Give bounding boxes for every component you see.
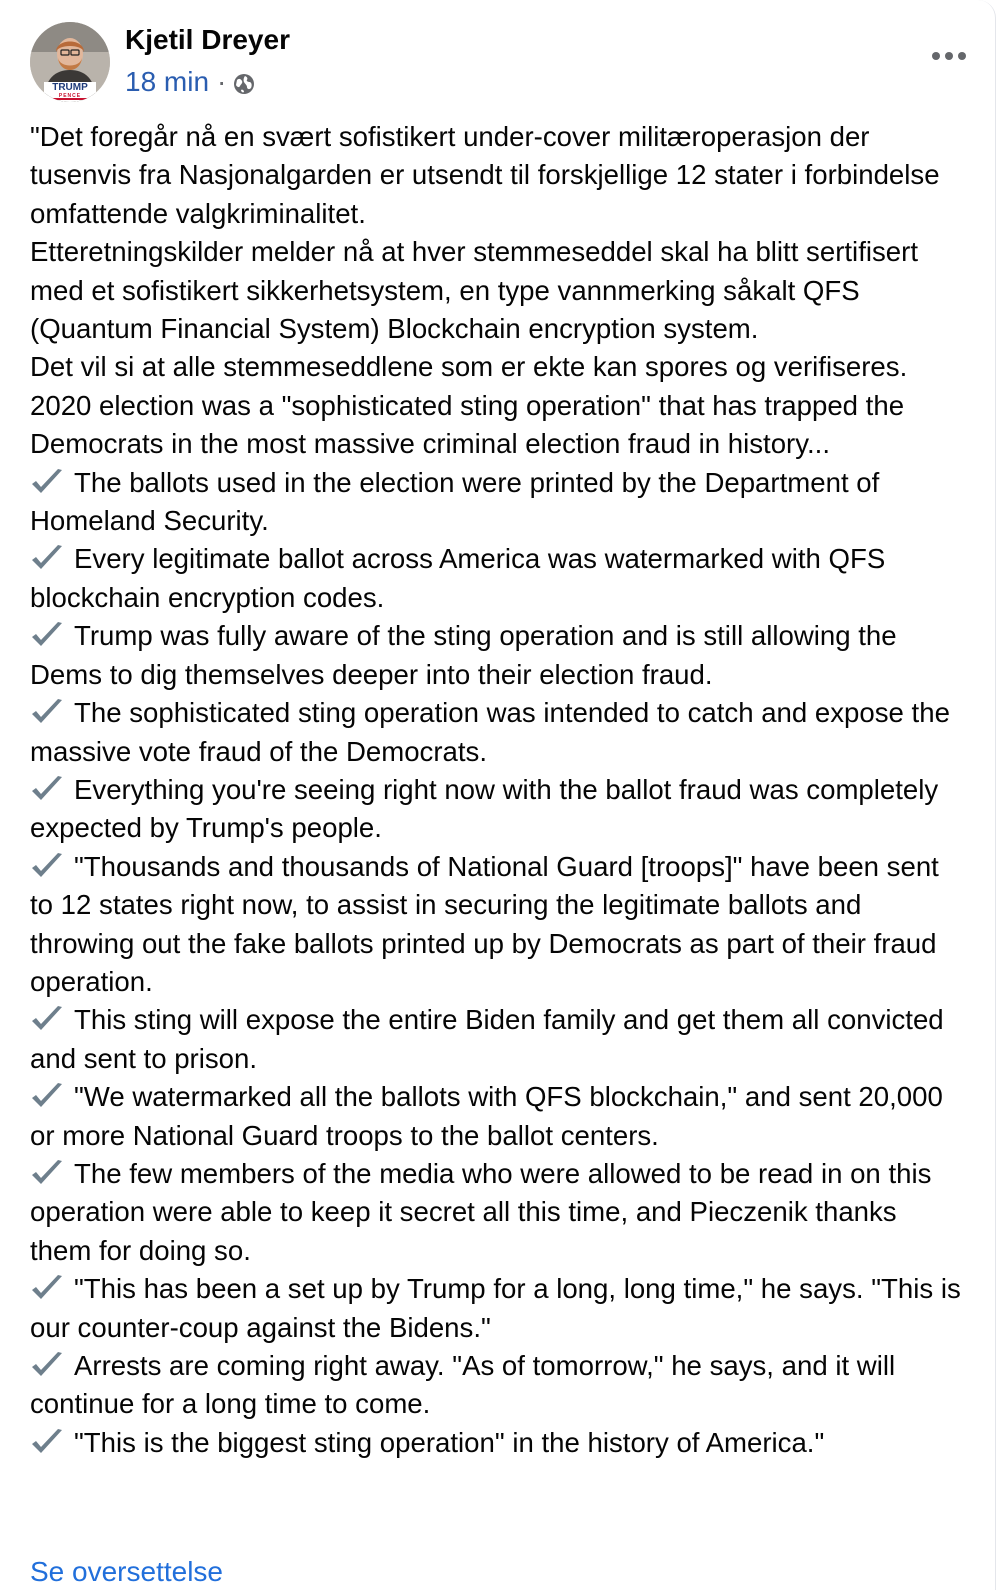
check-mark-icon [30, 1159, 64, 1187]
campaign-badge [44, 82, 96, 99]
more-options-button[interactable] [927, 44, 971, 68]
check-mark-icon [30, 775, 64, 803]
globe-icon[interactable] [232, 72, 256, 96]
check-mark-icon [30, 852, 64, 880]
check-item-text: The few members of the media who were allowed to be read in on this operation were able to keep it secret all this time, and Pieczenik thanks them for doing so. [30, 1157, 932, 1266]
check-item [30, 694, 965, 771]
badge-line-2: PENCE [58, 93, 82, 99]
check-item [30, 1078, 965, 1155]
post-meta [125, 66, 256, 98]
avatar[interactable] [30, 22, 110, 102]
check-item-text: The ballots used in the election were printed by the Department of Homeland Security. [30, 466, 880, 537]
check-item [30, 1001, 965, 1078]
check-item-text: Trump was fully aware of the sting operation and is still allowing the Dems to dig themselves deeper into their election fraud. [30, 620, 897, 690]
meta-separator: · [217, 66, 227, 97]
post-text [30, 118, 965, 1462]
check-mark-icon [30, 468, 64, 496]
check-item-text: "This has been a set up by Trump for a long, long time," he says. "This is our counter-coup against the Bidens." [30, 1273, 961, 1343]
check-item-text: This sting will expose the entire Biden family and get them all convicted and sent to prison. [30, 1004, 944, 1074]
see-translation-link[interactable]: Se oversettelse [30, 1556, 223, 1587]
check-item-text: The sophisticated sting operation was intended to catch and expose the massive vote fraud of the Democrats. [30, 697, 950, 767]
check-mark-icon [30, 1351, 64, 1379]
post-paragraph: Det vil si at alle stemmeseddlene som er ekte kan spores og verifiseres. [30, 351, 908, 383]
badge-line-1: TRUMP [52, 82, 88, 93]
check-item [30, 1424, 965, 1462]
check-item-text: "This is the biggest sting operation" in the history of America." [74, 1426, 825, 1458]
check-item-text: "Thousands and thousands of National Guard [troops]" have been sent to 12 states right now, to assist in securing the legitimate ballots and throwing out the fake ballots printed up by Democrats as part of their fraud operation. [30, 850, 939, 997]
check-mark-icon [30, 544, 64, 572]
facebook-post [8, 0, 996, 1590]
check-mark-icon [30, 1428, 64, 1456]
check-mark-icon [30, 1005, 64, 1033]
check-item-text: Every legitimate ballot across America was watermarked with QFS blockchain encryption codes. [30, 543, 886, 613]
post-header [30, 22, 973, 106]
check-item-text: Everything you're seeing right now with the ballot fraud was completely expected by Trump's people. [30, 773, 939, 844]
check-item [30, 1155, 965, 1270]
post-paragraph: 2020 election was a "sophisticated sting operation" that has trapped the Democrats in the most massive criminal election fraud in history... [30, 389, 905, 460]
post-timestamp[interactable]: 18 min [125, 66, 210, 97]
more-horizontal-icon [931, 51, 967, 61]
check-mark-icon [30, 1082, 64, 1110]
check-item-text: "We watermarked all the ballots with QFS blockchain," and sent 20,000 or more National Guard troops to the ballot centers. [30, 1081, 943, 1151]
check-item [30, 617, 965, 694]
check-mark-icon [30, 1274, 64, 1302]
check-item-text: Arrests are coming right away. "As of tomorrow," he says, and it will continue for a long time to come. [30, 1350, 896, 1420]
check-item [30, 848, 965, 1002]
check-mark-icon [30, 621, 64, 649]
check-item [30, 540, 965, 617]
check-item [30, 464, 965, 541]
check-mark-icon [30, 698, 64, 726]
post-paragraph: "Det foregår nå en svært sofistikert under-cover militæroperasjon der tusenvis fra Nasjonalgarden er utsendt til forskjellige 12 stater i forbindelse omfattende valgkriminalitet. [30, 121, 940, 229]
check-item [30, 1270, 965, 1347]
check-item [30, 1347, 965, 1424]
check-item [30, 771, 965, 848]
post-paragraph: Etteretningskilder melder nå at hver stemmeseddel skal ha blitt sertifisert med et sofistikert sikkerhetsystem, en type vannmerking såkalt QFS (Quantum Financial System) Blockchain encryption system. [30, 236, 918, 345]
author-name[interactable]: Kjetil Dreyer [125, 24, 290, 55]
